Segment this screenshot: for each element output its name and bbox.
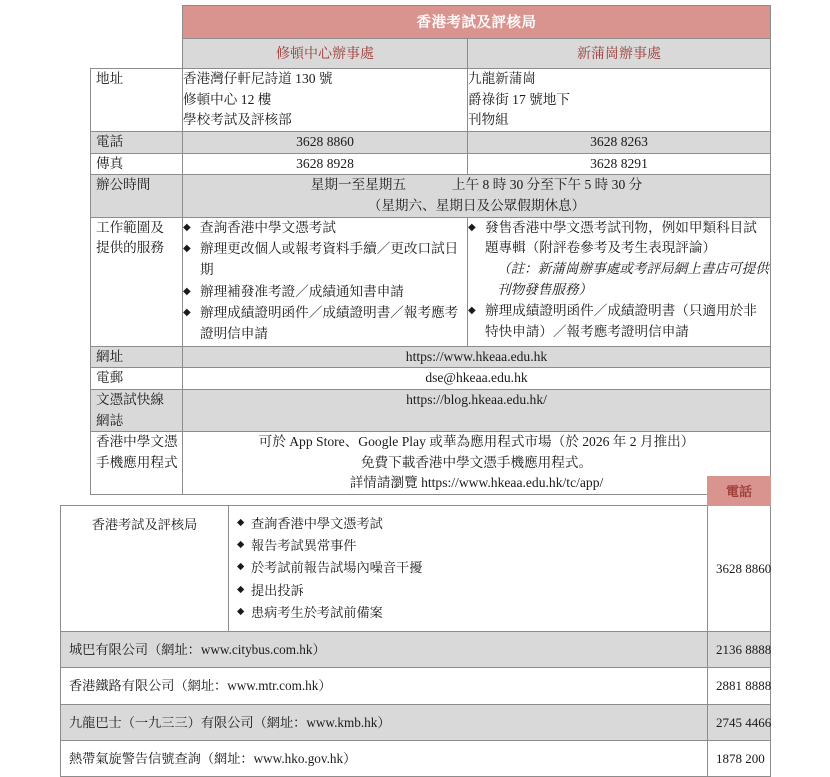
address-spk-line-1: 九龍新蒲崗 xyxy=(468,71,536,86)
row-website xyxy=(91,346,771,368)
app-label-line-2: 手機應用程式 xyxy=(96,454,178,470)
list-item: ◆ 辦理成績證明函件／成績證明書／報考應考證明信申請 xyxy=(183,303,467,344)
services-spk-italic-note: （註：新蒲崗辦事處或考評局網上書店可提供刊物發售服務） xyxy=(497,260,769,297)
services-spk-list xyxy=(468,218,770,343)
office-header-row xyxy=(91,39,771,69)
row-services xyxy=(91,217,771,346)
row-email xyxy=(91,368,771,390)
email-address[interactable]: dse@hkeaa.edu.hk xyxy=(183,368,771,390)
hotline-tel-mtr: 2881 8888 xyxy=(708,668,771,704)
hotline-header-row xyxy=(61,477,771,506)
table-row xyxy=(61,631,771,667)
list-item: ◆ 辦理更改個人或報考資料手續／更改口試日期 xyxy=(183,239,467,280)
hotline-corner-blank-2 xyxy=(229,477,708,506)
hotline-tel-hko: 1878 200 xyxy=(708,740,771,776)
app-label-line-1: 香港中學文憑 xyxy=(96,434,178,450)
telephone-southorn: 3628 8860 xyxy=(183,131,468,153)
hotline-org-hko: 熱帶氣旋警告信號查詢（網址：www.hko.gov.hk） xyxy=(61,740,708,776)
table-row xyxy=(61,668,771,704)
hotline-org-hkeaa: 香港考試及評核局 xyxy=(61,506,229,632)
list-item: ◆ 提出投訴 xyxy=(237,580,699,602)
office-header-southorn: 修頓中心辦事處 xyxy=(183,39,468,69)
contact-table-wrapper xyxy=(90,5,770,495)
services-label-line-1: 工作範圍及 xyxy=(96,219,164,235)
hotline-services-list xyxy=(237,513,699,624)
list-item: ◆ 查詢香港中學文憑考試 xyxy=(237,513,699,535)
hotline-table-wrapper xyxy=(60,476,770,777)
blog-label-line-1: 文憑試快線 xyxy=(96,391,164,407)
app-line-2: 免費下載香港中學文憑手機應用程式。 xyxy=(360,454,593,470)
office-hours-closed-note: （星期六、星期日及公眾假期休息） xyxy=(367,197,586,213)
app-line-1: 可於 App Store、Google Play 或華為應用程式市場（於 2026 年 2 月推出） xyxy=(258,434,695,450)
row-label-address: 地址 xyxy=(91,69,183,132)
app-line-3[interactable]: 詳情請瀏覽 https://www.hkeaa.edu.hk/tc/app/ xyxy=(349,475,604,491)
subheader-corner-blank xyxy=(91,39,183,69)
contact-table xyxy=(90,5,771,495)
row-blog xyxy=(91,389,771,431)
table-row xyxy=(61,506,771,632)
blog-url[interactable]: https://blog.hkeaa.edu.hk/ xyxy=(183,389,771,431)
office-hours-value xyxy=(183,175,771,217)
row-label-fax: 傳真 xyxy=(91,153,183,175)
hotline-telephone-header: 電話 xyxy=(708,477,771,506)
services-southorn xyxy=(183,217,468,346)
hotline-services-hkeaa xyxy=(229,506,708,632)
hotline-tel-hkeaa: 3628 8860 xyxy=(708,506,771,632)
office-hours-line-1 xyxy=(183,175,770,196)
row-address xyxy=(91,69,771,132)
hotline-table xyxy=(60,476,771,777)
office-hours-time: 上午 8 時 30 分至下午 5 時 30 分 xyxy=(451,177,643,193)
website-url[interactable]: https://www.hkeaa.edu.hk xyxy=(183,346,771,368)
row-label-blog xyxy=(91,389,183,431)
list-item: ◆ 於考試前報告試場內噪音干擾 xyxy=(237,557,699,579)
list-item: ◆ 查詢香港中學文憑考試 xyxy=(183,218,467,239)
row-label-services xyxy=(91,217,183,346)
address-spk-line-2: 爵祿街 17 號地下 xyxy=(468,91,570,107)
address-southorn-line-3: 學校考試及評核部 xyxy=(183,112,292,128)
row-label-email: 電郵 xyxy=(91,368,183,390)
services-label-line-2: 提供的服務 xyxy=(96,240,164,256)
row-fax xyxy=(91,153,771,175)
header-corner-blank xyxy=(91,6,183,39)
services-san-po-kong xyxy=(468,217,771,346)
address-southorn-line-2: 修頓中心 12 樓 xyxy=(183,91,272,107)
hotline-org-kmb: 九龍巴士（一九三三）有限公司（網址：www.kmb.hk） xyxy=(61,704,708,740)
row-office-hours xyxy=(91,175,771,217)
hotline-tel-kmb: 2745 4466 xyxy=(708,704,771,740)
row-telephone xyxy=(91,131,771,153)
services-southorn-list xyxy=(183,218,467,345)
hotline-tel-citybus: 2136 8888 xyxy=(708,631,771,667)
contact-table-header-row xyxy=(91,6,771,39)
list-item: ◆ 患病考生於考試前備案 xyxy=(237,602,699,624)
fax-san-po-kong: 3628 8291 xyxy=(468,153,771,175)
table-row xyxy=(61,740,771,776)
fax-southorn: 3628 8928 xyxy=(183,153,468,175)
address-southorn xyxy=(183,69,468,132)
telephone-san-po-kong: 3628 8263 xyxy=(468,131,771,153)
hotline-org-citybus: 城巴有限公司（網址：www.citybus.com.hk） xyxy=(61,631,708,667)
row-label-telephone: 電話 xyxy=(91,131,183,153)
office-header-san-po-kong: 新蒲崗辦事處 xyxy=(468,39,771,69)
table-row xyxy=(61,704,771,740)
row-label-office-hours: 辦公時間 xyxy=(91,175,183,217)
list-item xyxy=(468,218,770,301)
address-southorn-line-1: 香港灣仔軒尼詩道 130 號 xyxy=(183,71,333,86)
address-san-po-kong xyxy=(468,69,771,132)
address-spk-line-3: 刊物組 xyxy=(468,112,509,128)
list-item: ◆ 辦理成績證明函件／成績證明書（只適用於非特快申請）／報考應考證明信申請 xyxy=(468,301,770,342)
hotline-org-mtr: 香港鐵路有限公司（網址：www.mtr.com.hk） xyxy=(61,668,708,704)
hotline-corner-blank-1 xyxy=(61,477,229,506)
authority-title: 香港考試及評核局 xyxy=(183,6,771,39)
blog-label-line-2: 網誌 xyxy=(96,412,124,428)
list-item: ◆ 辦理補發准考證／成績通知書申請 xyxy=(183,282,467,303)
office-hours-days: 星期一至星期五 xyxy=(310,177,406,193)
row-label-website: 網址 xyxy=(91,346,183,368)
services-spk-item-1-text: 發售香港中學文憑考試刊物，例如甲類科目試題專輯（附評卷參考及考生表現評論） xyxy=(485,219,757,256)
list-item: ◆ 報告考試異常事件 xyxy=(237,535,699,557)
